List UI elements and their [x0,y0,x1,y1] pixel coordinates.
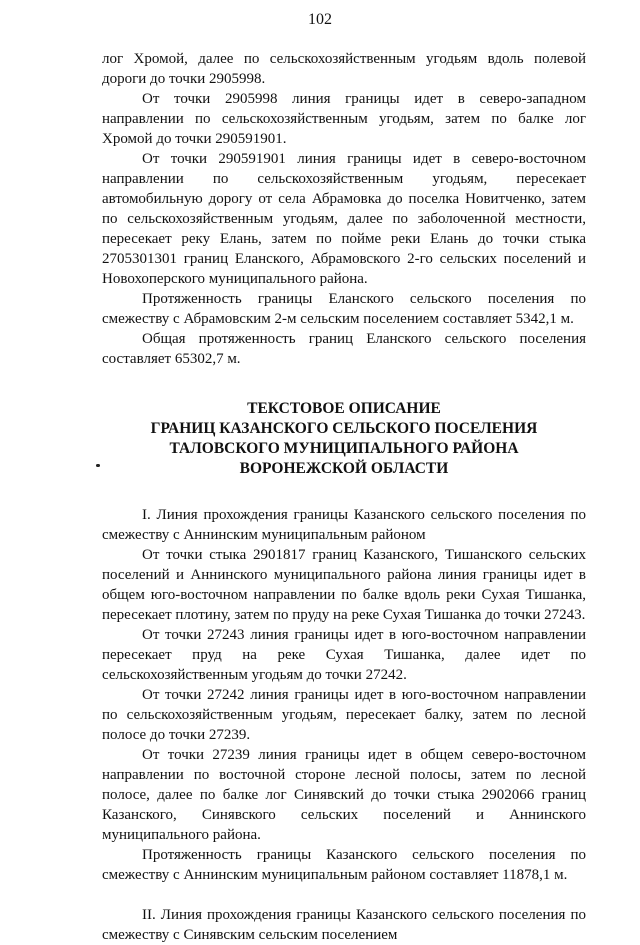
paragraph: От точки 27239 линия границы идет в общем северо-восточном направлении по восточной стороне лесной полосы, затем по лесной полосе, далее по балке лог Синявский до точки стыка 2902066 границ Казанского, Синявского сельских поселений и Аннинского муниципального района. [102,747,586,843]
title-line: ТЕКСТОВОЕ ОПИСАНИЕ [247,400,441,417]
paragraph: Протяженность границы Казанского сельского поселения по смежеству с Аннинским муниципальным районом составляет 11878,1 м. [102,847,586,883]
paragraph: От точки 27242 линия границы идет в юго-восточном направлении по сельскохозяйственным угодьям, пересекает балку, затем по лесной полосе до точки 27239. [102,687,586,743]
paragraph: Общая протяженность границ Еланского сельского поселения составляет 65302,7 м. [102,331,586,367]
document-body [102,49,586,945]
scan-mark [96,464,100,467]
section-title [102,399,586,479]
title-line: ВОРОНЕЖСКОЙ ОБЛАСТИ [239,460,449,477]
paragraph: От точки стыка 2901817 границ Казанского, Тишанского сельских поселений и Аннинского муниципального района линия границы идет в общем юго-восточном направлении по балке вдоль реки Сухая Тишанка, пересекает плотину, затем по пруду на реке Сухая Тишанка до точки 27243. [102,547,586,623]
paragraph: От точки 27243 линия границы идет в юго-восточном направлении пересекает пруд на реке Сухая Тишанка, далее идет по сельскохозяйственным угодьям до точки 27242. [102,627,586,683]
section-heading: II. Линия прохождения границы Казанского сельского поселения по смежеству с Синявским сельским поселением [102,907,586,943]
paragraph: Протяженность границы Еланского сельского поселения по смежеству с Абрамовским 2-м сельским поселением составляет 5342,1 м. [102,291,586,327]
title-line: ГРАНИЦ КАЗАНСКОГО СЕЛЬСКОГО ПОСЕЛЕНИЯ [150,420,538,437]
spacer [102,885,586,905]
paragraph: От точки 290591901 линия границы идет в северо-восточном направлении по сельскохозяйственным угодьям, пересекает автомобильную дорогу от села Абрамовка до поселка Новитченко, затем по сельскохозяйственным угодьям, далее по заболоченной местности, пересекает реку Елань, затем по пойме реки Елань до точки стыка 2705301301 границ Еланского, Абрамовского 2-го сельских поселений и Новохоперского муниципального района. [102,151,586,287]
paragraph: От точки 2905998 линия границы идет в северо-западном направлении по сельскохозяйственным угодьям, затем по балке лог Хромой до точки 290591901. [102,91,586,147]
page-number: 102 [308,11,332,28]
title-line: ТАЛОВСКОГО МУНИЦИПАЛЬНОГО РАЙОНА [169,440,519,457]
section-heading: I. Линия прохождения границы Казанского сельского поселения по смежеству с Аннинским муниципальным районом [102,507,586,543]
paragraph-continuation: лог Хромой, далее по сельскохозяйственным угодьям вдоль полевой дороги до точки 2905998. [102,51,586,87]
